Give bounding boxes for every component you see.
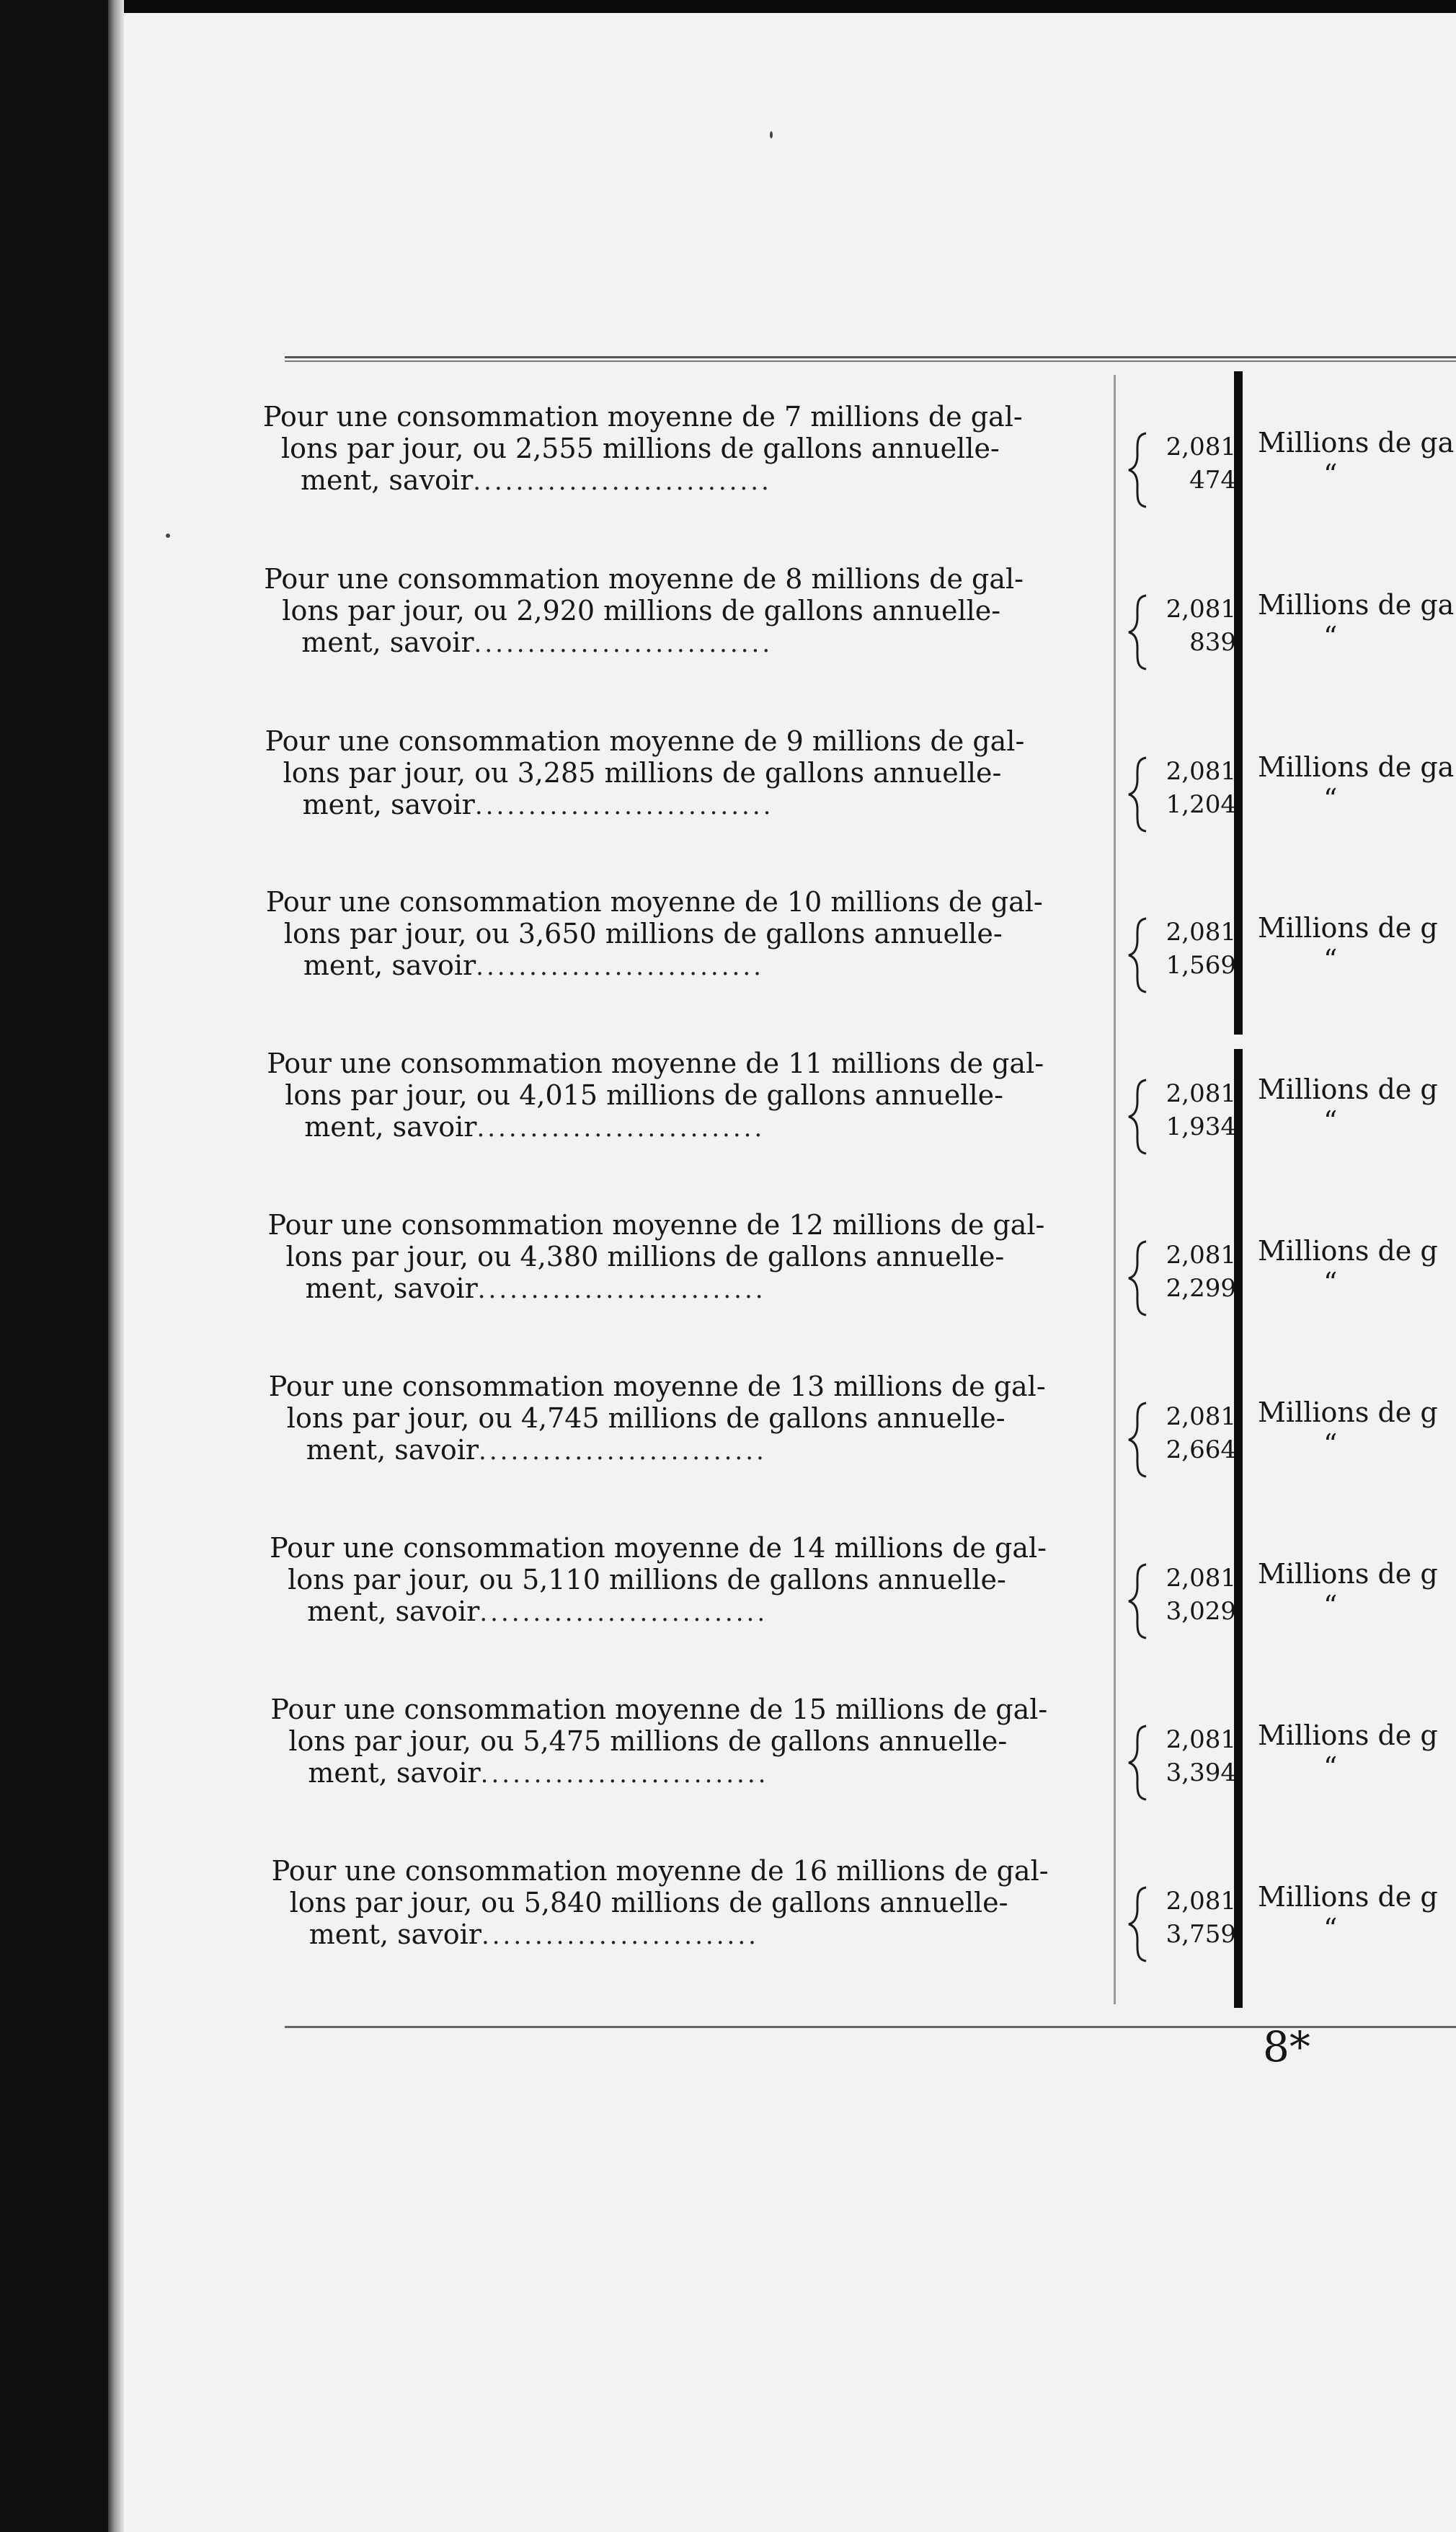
entry-line-1: Pour une consommation moyenne de 9 millions de gal- bbox=[265, 725, 1025, 757]
entry-label: ment, savoir bbox=[301, 464, 474, 496]
entry-line-3 bbox=[307, 1595, 768, 1629]
value-excess: 3,759 bbox=[1166, 1920, 1236, 1949]
ditto-mark: “ bbox=[1323, 621, 1338, 652]
paper-speck bbox=[770, 131, 773, 138]
entry-label: ment, savoir bbox=[304, 1111, 477, 1143]
entry-label: ment, savoir bbox=[308, 1918, 481, 1950]
value-excess: 3,394 bbox=[1166, 1758, 1236, 1787]
entry-line-3 bbox=[303, 788, 774, 823]
value-pair bbox=[1150, 1077, 1236, 1143]
unit-label: Millions de g bbox=[1258, 1396, 1438, 1428]
entry-label: ment, savoir bbox=[306, 1434, 479, 1466]
value-total: 2,081 bbox=[1166, 757, 1236, 786]
table-row bbox=[272, 1854, 1121, 1977]
entry-line-1: Pour une consommation moyenne de 11 millions de gal- bbox=[267, 1048, 1044, 1079]
value-excess: 1,934 bbox=[1166, 1112, 1236, 1141]
ditto-mark: “ bbox=[1323, 1590, 1338, 1621]
entry-line-3 bbox=[304, 1110, 765, 1145]
value-total: 2,081 bbox=[1166, 1725, 1236, 1754]
ditto-mark: “ bbox=[1323, 459, 1338, 490]
entry-label: ment, savoir bbox=[301, 627, 474, 658]
dot-leader: ............................ bbox=[474, 792, 774, 820]
brace-icon bbox=[1124, 430, 1153, 510]
entry-line-2: lons par jour, ou 5,110 millions de gallons annuelle- bbox=[288, 1564, 1006, 1595]
value-total: 2,081 bbox=[1166, 1402, 1236, 1431]
value-total: 2,081 bbox=[1166, 1079, 1236, 1108]
entry-line-3 bbox=[306, 1272, 766, 1306]
brace-icon bbox=[1124, 916, 1153, 995]
table-row bbox=[263, 400, 1112, 523]
value-total: 2,081 bbox=[1166, 1241, 1236, 1270]
dot-leader: ............................ bbox=[473, 467, 772, 496]
entry-label: ment, savoir bbox=[305, 1272, 478, 1304]
unit-label: Millions de g bbox=[1258, 1074, 1438, 1105]
dot-leader: ........................... bbox=[477, 1275, 766, 1304]
table-row bbox=[268, 1208, 1117, 1331]
ditto-mark: “ bbox=[1323, 944, 1338, 975]
dot-leader: ........................... bbox=[479, 1598, 768, 1627]
ditto-mark: “ bbox=[1323, 1913, 1338, 1944]
dot-leader: ........................... bbox=[476, 952, 764, 981]
unit-label: Millions de g bbox=[1258, 1235, 1438, 1267]
value-pair bbox=[1150, 916, 1236, 982]
entry-line-3 bbox=[303, 949, 764, 983]
entry-line-3 bbox=[306, 1433, 767, 1468]
brace-icon bbox=[1124, 1400, 1153, 1479]
entry-line-2: lons par jour, ou 3,650 millions de gallons annuelle- bbox=[283, 918, 1003, 950]
table-row bbox=[270, 1693, 1119, 1815]
table-row bbox=[269, 1370, 1118, 1492]
entry-line-1: Pour une consommation moyenne de 7 millions de gal- bbox=[263, 401, 1023, 433]
entry-line-1: Pour une consommation moyenne de 8 millions de gal- bbox=[264, 563, 1024, 595]
value-total: 2,081 bbox=[1166, 595, 1236, 624]
column-rule-lower bbox=[1234, 1049, 1243, 2008]
dot-leader: .......................... bbox=[481, 1921, 759, 1950]
ditto-mark: “ bbox=[1323, 1751, 1338, 1783]
unit-label: Millions de ga bbox=[1258, 751, 1455, 783]
table-top-rule bbox=[285, 356, 1456, 362]
brace-icon bbox=[1124, 1723, 1153, 1802]
entry-line-2: lons par jour, ou 5,475 millions de gallons annuelle- bbox=[288, 1725, 1008, 1757]
ditto-mark: “ bbox=[1323, 1428, 1338, 1460]
ditto-mark: “ bbox=[1323, 783, 1338, 815]
entry-line-2: lons par jour, ou 4,015 millions de gallons annuelle- bbox=[285, 1079, 1003, 1111]
value-excess: 1,204 bbox=[1166, 790, 1236, 819]
ditto-mark: “ bbox=[1323, 1105, 1338, 1137]
scan-border-top bbox=[0, 0, 1456, 13]
entry-label: ment, savoir bbox=[303, 950, 476, 981]
value-excess: 2,299 bbox=[1166, 1274, 1236, 1303]
value-total: 2,081 bbox=[1166, 433, 1236, 461]
brace-icon bbox=[1124, 593, 1153, 672]
dot-leader: ........................... bbox=[480, 1760, 769, 1789]
ditto-mark: “ bbox=[1323, 1267, 1338, 1298]
entry-line-2: lons par jour, ou 2,555 millions de gallons annuelle- bbox=[281, 433, 1000, 464]
value-excess: 2,664 bbox=[1166, 1435, 1236, 1464]
entry-line-1: Pour une consommation moyenne de 16 millions de gal- bbox=[271, 1855, 1049, 1887]
entry-label: ment, savoir bbox=[302, 789, 475, 820]
entry-line-1: Pour une consommation moyenne de 10 millions de gal- bbox=[265, 886, 1043, 918]
value-pair bbox=[1150, 1723, 1236, 1789]
entry-line-3 bbox=[309, 1918, 759, 1952]
unit-label: Millions de g bbox=[1258, 1881, 1438, 1913]
value-excess: 474 bbox=[1189, 466, 1236, 495]
value-total: 2,081 bbox=[1166, 1887, 1236, 1916]
dot-leader: ............................ bbox=[474, 629, 773, 658]
value-pair bbox=[1150, 1239, 1236, 1305]
entry-line-2: lons par jour, ou 4,745 millions de gallons annuelle- bbox=[286, 1402, 1006, 1434]
value-pair bbox=[1150, 1885, 1236, 1951]
unit-label: Millions de ga bbox=[1258, 589, 1455, 621]
value-total: 2,081 bbox=[1166, 1564, 1236, 1593]
unit-label: Millions de g bbox=[1258, 1558, 1438, 1590]
entry-line-1: Pour une consommation moyenne de 14 millions de gal- bbox=[270, 1532, 1047, 1564]
brace-icon bbox=[1124, 1885, 1153, 1964]
value-excess: 839 bbox=[1189, 628, 1236, 657]
dot-leader: ........................... bbox=[479, 1437, 767, 1466]
entry-line-1: Pour une consommation moyenne de 13 millions de gal- bbox=[268, 1371, 1046, 1402]
entry-line-2: lons par jour, ou 4,380 millions de gallons annuelle- bbox=[285, 1241, 1005, 1272]
entry-label: ment, savoir bbox=[307, 1595, 480, 1627]
entry-line-3 bbox=[301, 626, 773, 660]
entry-line-2: lons par jour, ou 3,285 millions de gallons annuelle- bbox=[283, 757, 1002, 789]
value-pair bbox=[1150, 755, 1236, 821]
table-row bbox=[266, 885, 1115, 1008]
brace-icon bbox=[1124, 755, 1153, 834]
table-row bbox=[267, 1047, 1116, 1169]
value-pair bbox=[1150, 1562, 1236, 1628]
value-pair bbox=[1150, 430, 1236, 497]
entry-line-1: Pour une consommation moyenne de 15 millions de gal- bbox=[270, 1694, 1048, 1725]
entry-line-2: lons par jour, ou 2,920 millions de gallons annuelle- bbox=[282, 595, 1001, 627]
value-total: 2,081 bbox=[1166, 918, 1236, 947]
entry-line-3 bbox=[308, 1756, 768, 1791]
value-excess: 3,029 bbox=[1166, 1597, 1236, 1626]
table-row bbox=[270, 1531, 1119, 1654]
page-number: 8* bbox=[1263, 2022, 1310, 2071]
scan-border-left bbox=[0, 0, 108, 2532]
entry-line-2: lons par jour, ou 5,840 millions de gallons annuelle- bbox=[289, 1887, 1008, 1918]
unit-label: Millions de ga bbox=[1258, 427, 1455, 459]
entry-label: ment, savoir bbox=[308, 1757, 481, 1789]
table-row bbox=[265, 725, 1114, 847]
value-pair bbox=[1150, 593, 1236, 659]
brace-icon bbox=[1124, 1239, 1153, 1318]
entry-line-3 bbox=[301, 464, 772, 498]
dot-leader: ........................... bbox=[476, 1114, 765, 1143]
value-excess: 1,569 bbox=[1166, 951, 1236, 980]
brace-icon bbox=[1124, 1077, 1153, 1156]
page-edge-shadow bbox=[108, 0, 124, 2532]
unit-label: Millions de g bbox=[1258, 912, 1438, 944]
brace-icon bbox=[1124, 1562, 1153, 1641]
paper-speck bbox=[166, 534, 170, 538]
entry-line-1: Pour une consommation moyenne de 12 millions de gal- bbox=[267, 1209, 1045, 1241]
unit-label: Millions de g bbox=[1258, 1719, 1438, 1751]
table-row bbox=[264, 562, 1113, 685]
value-pair bbox=[1150, 1400, 1236, 1466]
